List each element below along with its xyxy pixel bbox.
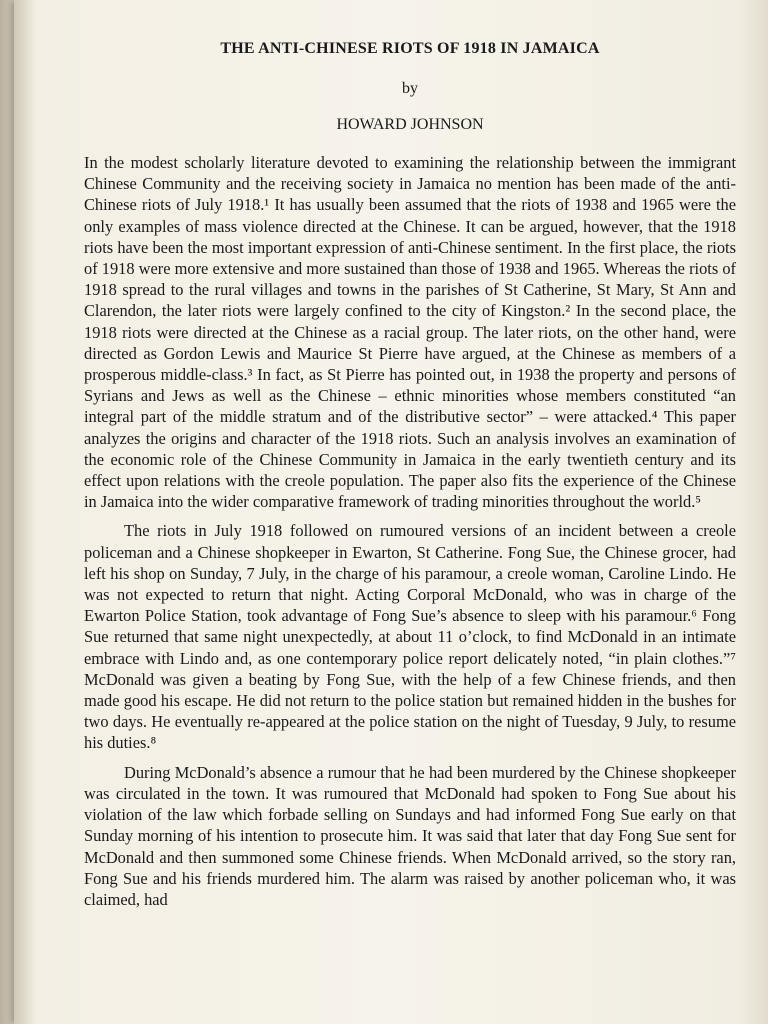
paragraph-intro: In the modest scholarly literature devoted to examining the relationship between the immigrant Chinese Community and the receiving society in Jamaica no mention has been made of the anti-Chinese riots of July 1918.¹ It has usually been assumed that the riots of 1938 and 1965 were the only examples of mass violence directed at the Chinese. It can be argued, however, that the 1918 riots have been the most important expression of anti-Chinese sentiment. In the first place, the riots of 1918 were more extensive and more sustained than those of 1938 and 1965. Whereas the riots of 1918 spread to the rural villages and towns in the parishes of St Catherine, St Mary, St Ann and Clarendon, the later riots were largely confined to the city of Kingston.² In the second place, the 1918 riots were directed at the Chinese as a racial group. The later riots, on the other hand, were directed as Gordon Lewis and Maurice St Pierre have argued, at the Chinese as members of a prosperous middle-class.³ In fact, as St Pierre has pointed out, in 1938 the property and persons of Syrians and Jews as well as the Chinese – ethnic minorities whose members constituted “an integral part of the middle stratum and of the distributive sector” – were attacked.⁴ This paper analyzes the origins and character of the 1918 riots. Such an analysis involves an examination of the economic role of the Chinese Community in Jamaica in the early twentieth century and its effect upon relations with the creole population. The paper also fits the experience of the Chinese in Jamaica into the wider comparative framework of trading minorities throughout the world.⁵ <box>84 153 736 512</box>
article-title: THE ANTI-CHINESE RIOTS OF 1918 IN JAMAICA <box>220 40 600 57</box>
book-page <box>14 0 768 1024</box>
paragraph-riot-incident: The riots in July 1918 followed on rumoured versions of an incident between a creole policeman and a Chinese shopkeeper in Ewarton, St Catherine. Fong Sue, the Chinese grocer, had left his shop on Sunday, 7 July, in the charge of his paramour, a creole woman, Caroline Lindo. He was not expected to return that night. Acting Corporal McDonald, who was in charge of the Ewarton Police Station, took advantage of Fong Sue’s absence to sleep with his paramour.⁶ Fong Sue returned that same night unexpectedly, at about 11 o’clock, to find McDonald in an intimate embrace with Lindo and, as one contemporary police report delicately noted, “in plain clothes.”⁷ McDonald was given a beating by Fong Sue, with the help of a few Chinese friends, and then made good his escape. He did not return to the police station but remained hidden in the bushes for two days. He eventually re-appeared at the police station on the night of Tuesday, 9 July, to resume his duties.⁸ <box>84 521 736 753</box>
adjacent-page-edge <box>0 0 14 1024</box>
byline: by <box>402 80 418 97</box>
page-content <box>84 40 736 910</box>
paragraph-rumour: During McDonald’s absence a rumour that he had been murdered by the Chinese shopkeeper was circulated in the town. It was rumoured that McDonald had spoken to Fong Sue about his violation of the law which forbade selling on Sundays and had informed Fong Sue early on that Sunday morning of his intention to prosecute him. It was said that later that day Fong Sue sent for McDonald and then summoned some Chinese friends. When McDonald arrived, so the story ran, Fong Sue and his friends murdered him. The alarm was raised by another policeman who, it was claimed, had <box>84 762 736 909</box>
author-name: HOWARD JOHNSON <box>336 116 484 133</box>
